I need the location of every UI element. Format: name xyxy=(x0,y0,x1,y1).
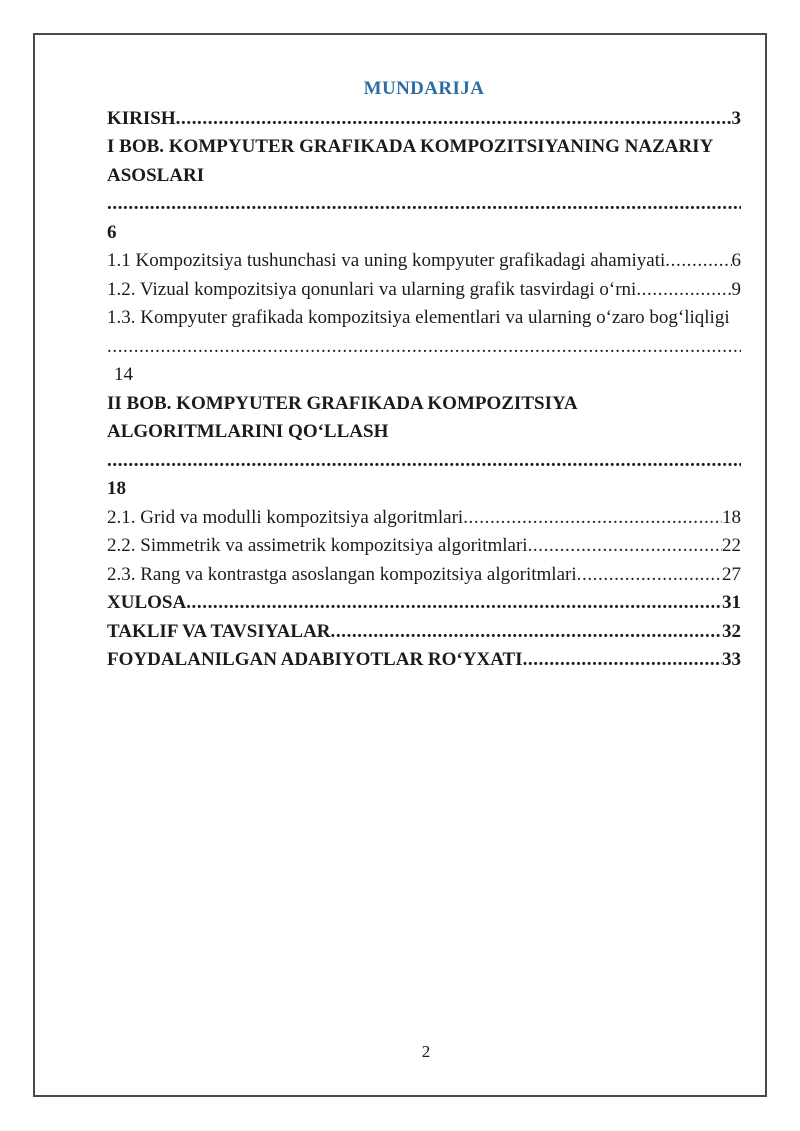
toc-entry-text-continued: ASOSLARI xyxy=(107,164,205,186)
toc-entry-taklif[interactable] xyxy=(107,618,741,647)
toc-entry-text: 1.1 Kompozitsiya tushunchasi va uning kompyuter grafikadagi ahamiyati xyxy=(107,250,666,271)
toc-entry-text: II BOB. KOMPYUTER GRAFIKADA KOMPOZITSIYA xyxy=(107,392,578,414)
toc-page-number: 18 xyxy=(107,478,126,499)
toc-entry-1-1[interactable] xyxy=(107,247,741,276)
toc-entry-text: KIRISH xyxy=(107,107,176,129)
toc-page-number: 14 xyxy=(114,364,133,385)
toc-entry-text: FOYDALANILGAN ADABIYOTLAR RO‘YXATI xyxy=(107,649,523,670)
toc-page-number: 9 xyxy=(731,278,741,300)
toc-entry-i-bob[interactable] xyxy=(107,133,741,247)
toc-page-number: 22 xyxy=(722,535,741,556)
dot-leader xyxy=(107,190,741,219)
dot-leader xyxy=(186,589,722,618)
toc-entry-1-3[interactable] xyxy=(107,304,741,390)
toc-entry-text: 2.3. Rang va kontrastga asoslangan kompozitsiya algoritmlari xyxy=(107,563,577,585)
toc-entry-xulosa[interactable] xyxy=(107,589,741,618)
toc-entry-ii-bob[interactable] xyxy=(107,390,741,504)
dot-leader xyxy=(331,618,722,647)
dot-leader xyxy=(528,532,722,561)
toc-page-number: 33 xyxy=(722,649,741,670)
toc-entry-text-continued: ALGORITMLARINI QO‘LLASH xyxy=(107,421,389,442)
toc-page-number: 27 xyxy=(722,563,741,585)
dot-leader xyxy=(107,447,741,476)
page-border xyxy=(33,33,767,1097)
toc-entry-text: I BOB. KOMPYUTER GRAFIKADA KOMPOZITSIYANING NAZARIY xyxy=(107,136,714,157)
toc-page-number: 6 xyxy=(731,250,741,271)
dot-leader xyxy=(577,561,722,590)
toc-entry-text: 2.2. Simmetrik va assimetrik kompozitsiya algoritmlari xyxy=(107,535,528,556)
toc-entry-2-3[interactable] xyxy=(107,561,741,590)
toc-page-number: 31 xyxy=(722,592,741,613)
dot-leader xyxy=(107,333,741,362)
page-footer xyxy=(107,1042,745,1062)
dot-leader xyxy=(176,105,732,134)
dot-leader xyxy=(463,504,722,533)
toc-page-number: 32 xyxy=(722,620,741,642)
table-of-contents xyxy=(107,105,741,675)
dot-leader xyxy=(636,276,731,305)
toc-entry-2-1[interactable] xyxy=(107,504,741,533)
toc-entry-text: 1.3. Kompyuter grafikada kompozitsiya elementlari va ularning o‘zaro bog‘liqligi xyxy=(107,307,730,328)
toc-page-number: 18 xyxy=(722,506,741,528)
dot-leader xyxy=(665,247,731,276)
page-number: 2 xyxy=(421,1042,431,1061)
page-content xyxy=(35,35,765,675)
toc-entry-text: 2.1. Grid va modulli kompozitsiya algoritmlari xyxy=(107,506,464,528)
toc-entry-adabiyotlar[interactable] xyxy=(107,646,741,675)
toc-entry-1-2[interactable] xyxy=(107,276,741,305)
toc-entry-kirish[interactable] xyxy=(107,105,741,134)
page-title: MUNDARIJA xyxy=(363,78,485,99)
toc-entry-2-2[interactable] xyxy=(107,532,741,561)
dot-leader xyxy=(523,646,722,675)
toc-entry-text: TAKLIF VA TAVSIYALAR xyxy=(107,620,331,642)
toc-page-number: 6 xyxy=(107,221,117,243)
toc-entry-text: XULOSA xyxy=(107,592,187,613)
toc-entry-text: 1.2. Vizual kompozitsiya qonunlari va ularning grafik tasvirdagi o‘rni xyxy=(107,278,637,300)
toc-page-number: 3 xyxy=(731,107,741,129)
